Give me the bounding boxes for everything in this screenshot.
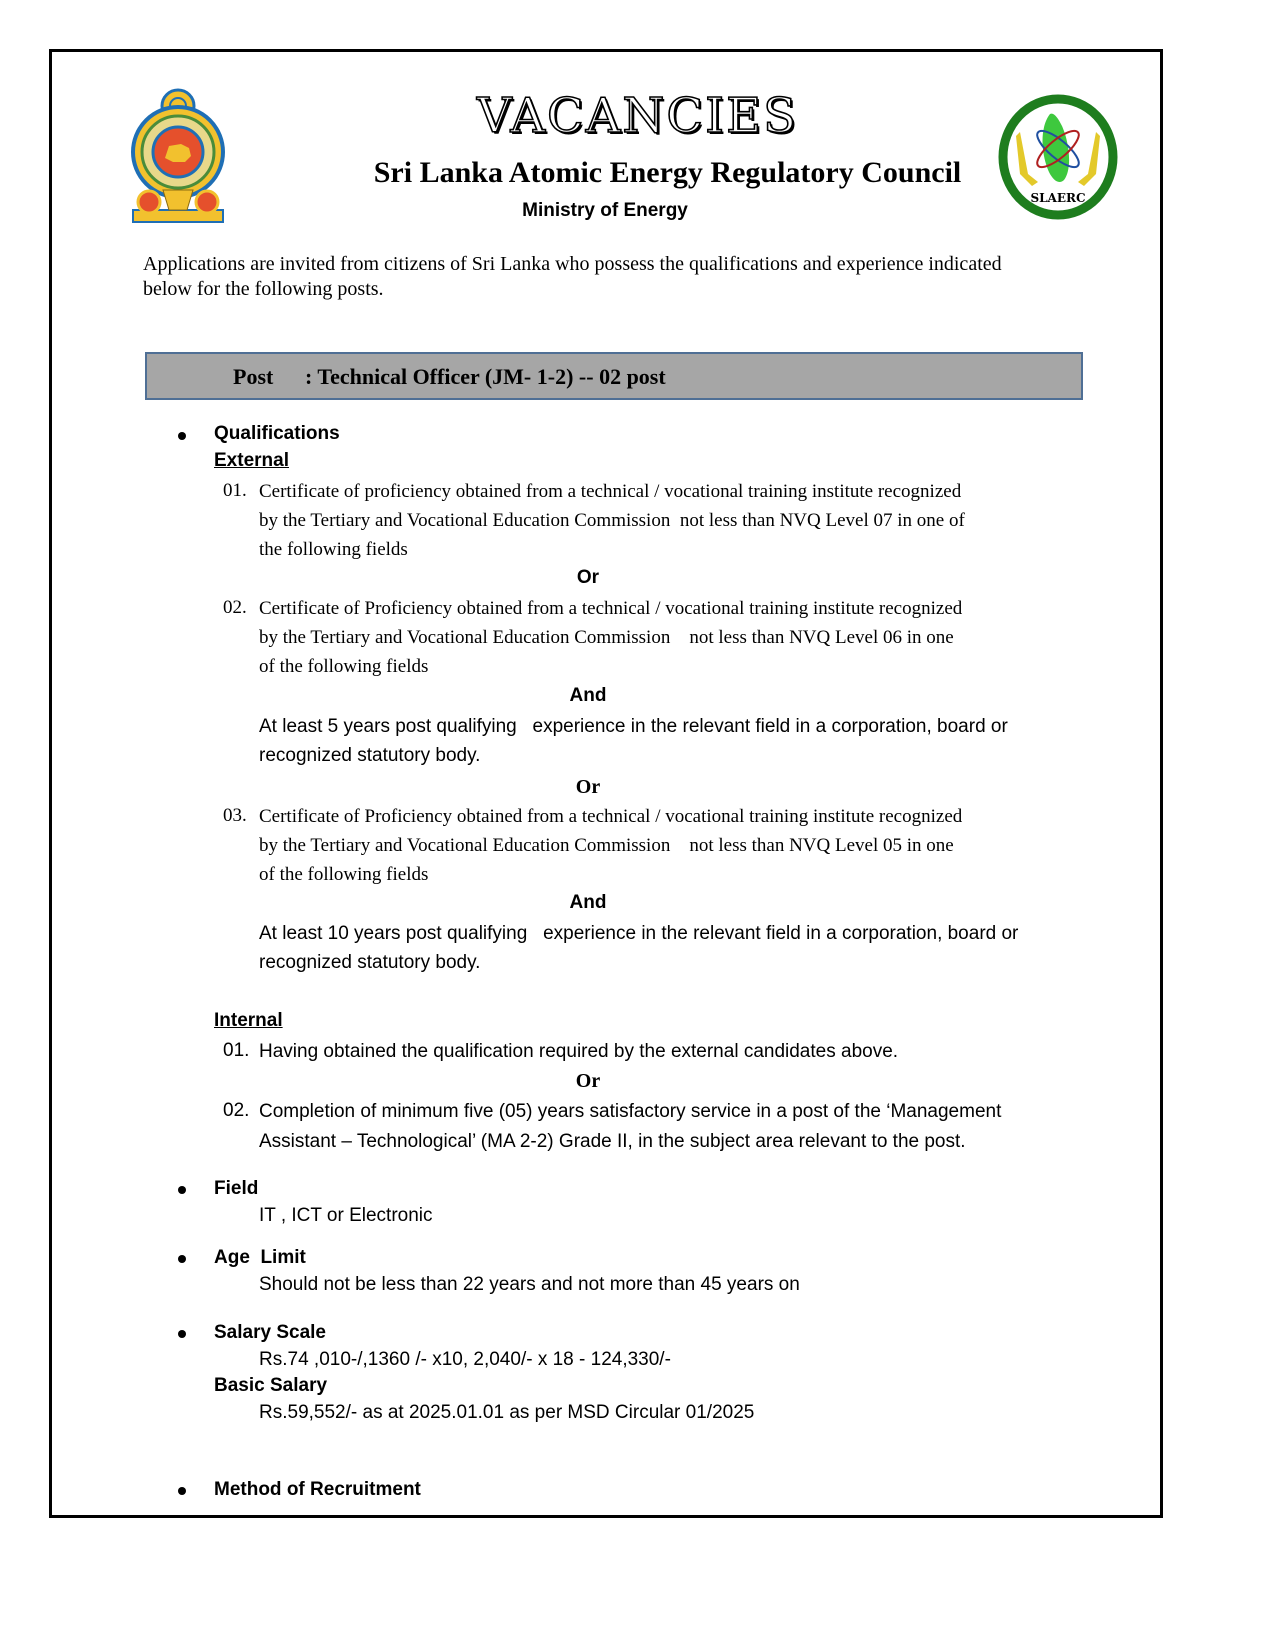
post-title-bar (145, 352, 1083, 400)
list-item: Certificate of proficiency obtained from a technical / vocational training institute recognized by the Tertiary and Vocational Education Commission not less than NVQ Level 07 in one of the following fields (259, 481, 965, 560)
list-number: 01. (223, 1040, 250, 1061)
salary-scale-heading: Salary Scale (214, 1322, 326, 1343)
salary-scale-value: Rs.74 ,010-/,1360 /- x10, 2,040/- x 18 - 124,330/- (259, 1349, 671, 1370)
list-number: 01. (223, 480, 247, 501)
experience-requirement: At least 10 years post qualifying experience in the relevant field in a corporation, board or recognized statutory body. (259, 923, 1019, 973)
basic-salary-heading: Basic Salary (214, 1375, 328, 1396)
age-limit-heading: Age Limit (214, 1247, 306, 1268)
or-connector: Or (575, 776, 601, 798)
bullet-icon (178, 1186, 186, 1194)
ministry-name: Ministry of Energy (522, 200, 688, 221)
qualifications-heading: Qualifications (214, 423, 340, 444)
basic-salary-value: Rs.59,552/- as at 2025.01.01 as per MSD Circular 01/2025 (259, 1402, 755, 1423)
bullet-icon (178, 1255, 186, 1263)
intro-paragraph: Applications are invited from citizens of Sri Lanka who possess the qualifications and experience indicated below for the following posts. (143, 253, 1002, 300)
list-number: 03. (223, 805, 247, 826)
experience-requirement: At least 5 years post qualifying experience in the relevant field in a corporation, board or recognized statutory body. (259, 716, 1008, 766)
list-item: Certificate of Proficiency obtained from a technical / vocational training institute recognized by the Tertiary and Vocational Education Commission not less than NVQ Level 05 in one of the following fields (259, 806, 963, 885)
organization-name: Sri Lanka Atomic Energy Regulatory Council (373, 156, 962, 189)
field-value: IT , ICT or Electronic (259, 1205, 433, 1226)
svg-text:SLAERC: SLAERC (1030, 191, 1086, 205)
bullet-icon (178, 432, 186, 440)
recruitment-heading: Method of Recruitment (214, 1479, 421, 1500)
list-item: Completion of minimum five (05) years satisfactory service in a post of the ‘Management Assistant – Technological’ (MA 2-2) Grade II, in the subject area relevant to the post. (259, 1101, 1002, 1152)
external-heading: External (214, 450, 289, 471)
and-connector: And (569, 685, 607, 706)
list-item: Certificate of Proficiency obtained from a technical / vocational training institute recognized by the Tertiary and Vocational Education Commission not less than NVQ Level 06 in one of the following fields (259, 598, 963, 677)
field-heading: Field (214, 1178, 259, 1199)
list-number: 02. (223, 1100, 250, 1121)
list-item: Having obtained the qualification required by the external candidates above. (259, 1041, 899, 1062)
post-label: Post (233, 364, 274, 389)
list-number: 02. (223, 597, 247, 618)
age-limit-value: Should not be less than 22 years and not more than 45 years on (259, 1274, 800, 1295)
and-connector: And (569, 892, 607, 913)
internal-heading: Internal (214, 1010, 283, 1031)
or-connector: Or (575, 1070, 601, 1092)
or-connector: Or (576, 567, 600, 588)
bullet-icon (178, 1487, 186, 1495)
bullet-icon (178, 1330, 186, 1338)
post-value: : Technical Officer (JM- 1-2) -- 02 post (305, 364, 666, 389)
page-title: VACANCIES (476, 88, 799, 144)
